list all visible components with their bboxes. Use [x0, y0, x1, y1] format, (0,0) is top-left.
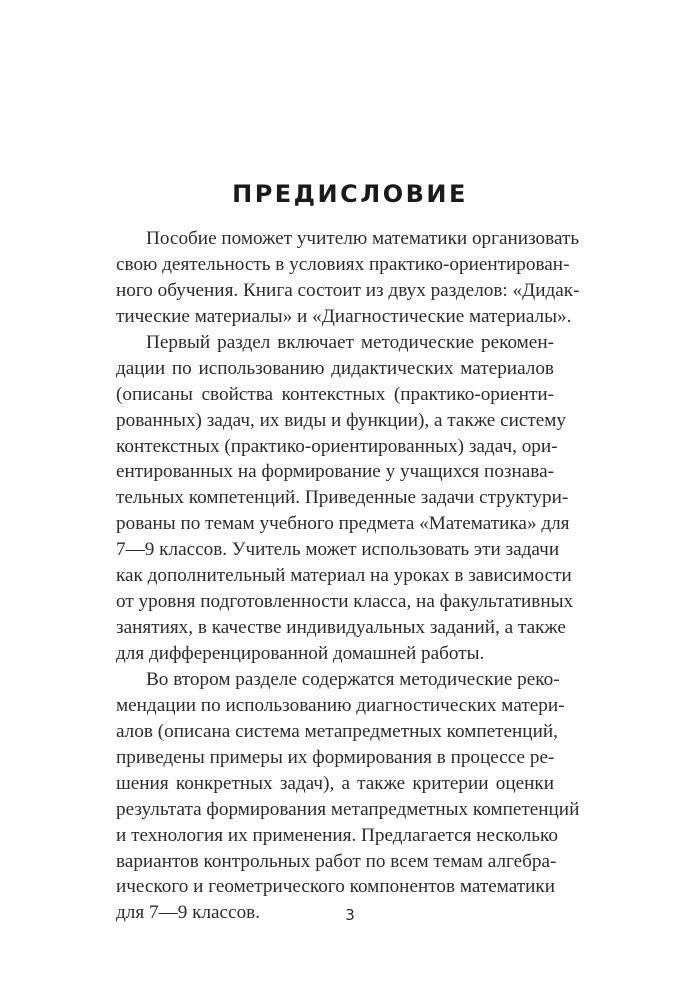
text-line: и технология их применения. Предлагается несколько [116, 824, 558, 846]
text-line: рованы по темам учебного предмета «Математика» для [116, 513, 570, 535]
page-title: ПРЕДИСЛОВИЕ [232, 180, 468, 208]
text-line: тические материалы» и «Диагностические материалы». [116, 305, 572, 327]
text-line: Первый раздел включает методические рекомен- [146, 331, 554, 353]
text-line: 7—9 классов. Учитель может использовать эти задачи [116, 539, 560, 561]
preface-body [116, 226, 580, 926]
text-line: Во втором разделе содержатся методические реко- [146, 668, 560, 690]
text-line: вариантов контрольных работ по всем темам алгебра- [116, 850, 557, 872]
text-line: алов (описана система метапредметных компетенций, [116, 720, 558, 742]
text-line: тельных компетенций. Приведенные задачи структури- [116, 487, 569, 509]
text-line: ного обучения. Книга состоит из двух разделов: «Дидак- [116, 279, 580, 301]
text-line: рованных) задач, их виды и функции), а также систему [116, 409, 567, 431]
text-line: для дифференцированной домашней работы. [116, 643, 485, 664]
text-line: свою деятельность в условиях практико-ориентирован- [116, 253, 570, 275]
text-line: занятиях, в качестве индивидуальных заданий, а также [116, 617, 566, 639]
text-line: Пособие поможет учителю математики организовать [146, 228, 580, 249]
text-line: ентированных на формирование у учащихся познава- [116, 461, 554, 483]
text-line: (описаны свойства контекстных (практико-ориенти- [116, 383, 554, 405]
text-line: контекстных (практико-ориентированных) задач, ори- [116, 435, 558, 457]
text-line: ического и геометрического компонентов математики [116, 876, 556, 898]
text-line: результата формирования метапредметных компетенций [116, 798, 580, 820]
text-line: дации по использованию дидактических материалов [116, 357, 554, 379]
text-line: мендации по использованию диагностических матери- [116, 694, 565, 716]
text-line: шения конкретных задач), а также критерии оценки [116, 772, 554, 794]
text-line: для 7—9 классов. [116, 902, 261, 924]
text-line: приведены примеры их формирования в процессе ре- [116, 746, 555, 768]
text-line: как дополнительный материал на уроках в зависимости [116, 565, 572, 587]
text-line: от уровня подготовленности класса, на факультативных [116, 591, 574, 613]
page-number: 3 [345, 906, 355, 924]
